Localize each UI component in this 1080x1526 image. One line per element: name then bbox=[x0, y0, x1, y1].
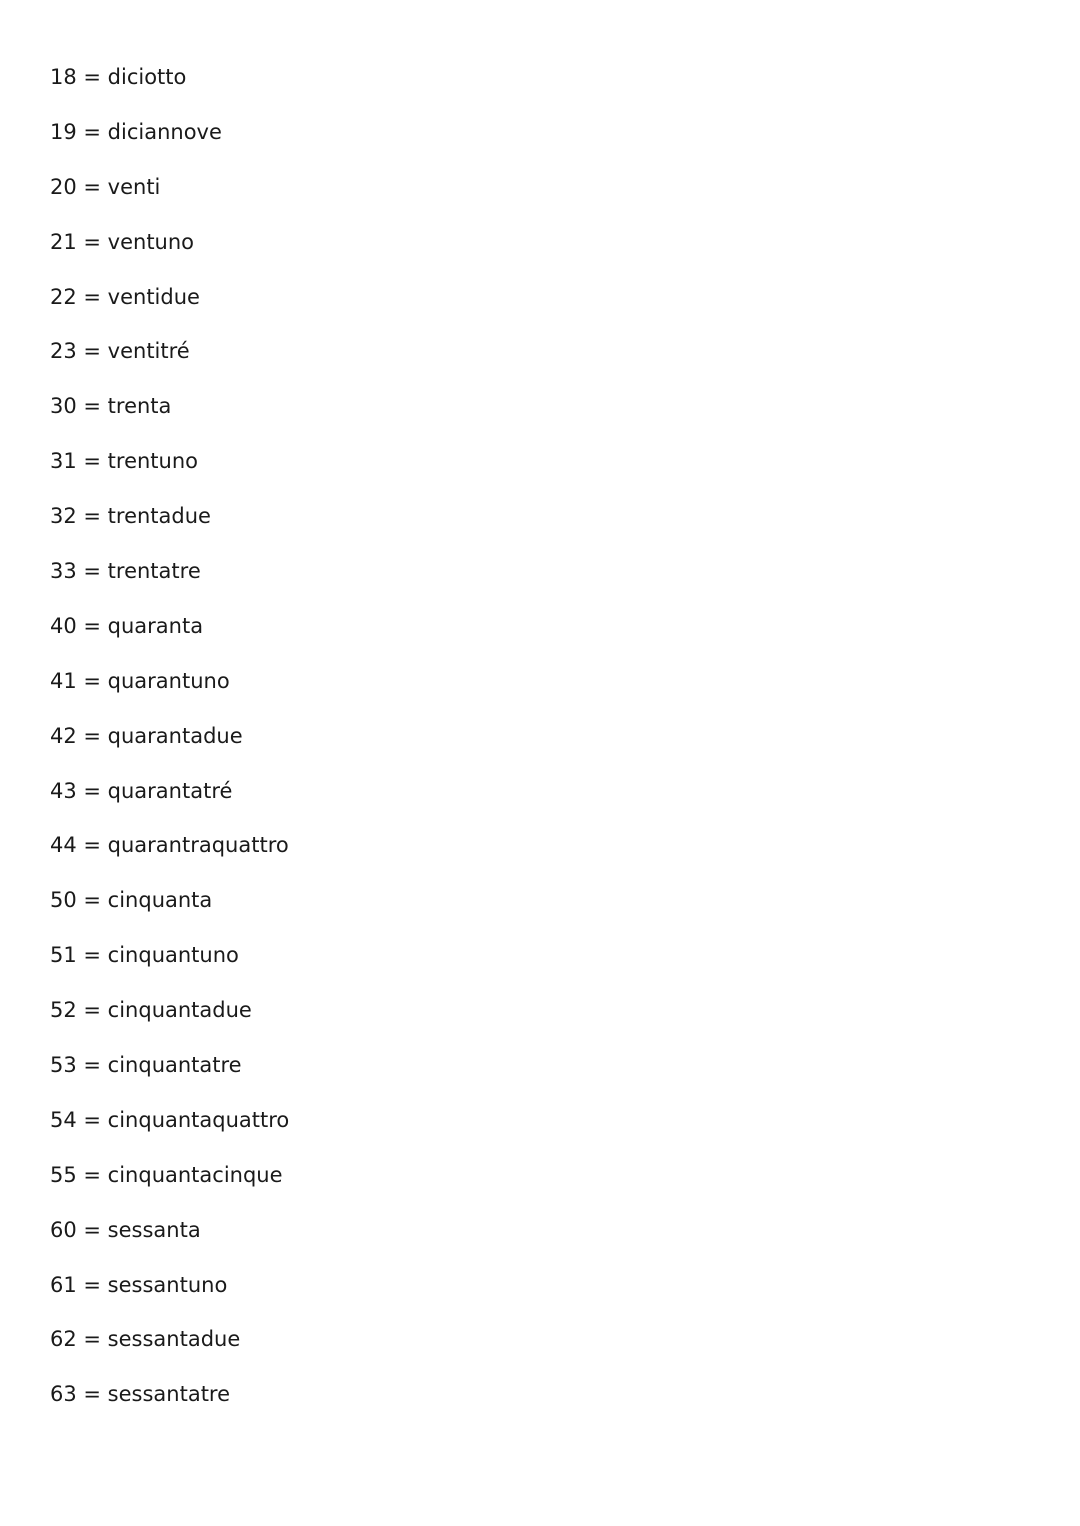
list-item: 53 = cinquantatre bbox=[50, 1053, 242, 1078]
list-item: 42 = quarantadue bbox=[50, 723, 243, 748]
list-item: 30 = trenta bbox=[50, 394, 172, 419]
list-item: 43 = quarantatré bbox=[50, 778, 233, 803]
list-item: 61 = sessantuno bbox=[50, 1272, 228, 1297]
list-item: 31 = trentuno bbox=[50, 449, 199, 474]
list-item: 19 = diciannove bbox=[50, 119, 222, 144]
list-item: 54 = cinquantaquattro bbox=[50, 1107, 290, 1132]
list-item: 50 = cinquanta bbox=[50, 888, 213, 913]
list-item: 55 = cinquantacinque bbox=[50, 1162, 283, 1187]
list-item: 21 = ventuno bbox=[50, 229, 195, 254]
list-item: 23 = ventitré bbox=[50, 339, 190, 364]
list-item: 32 = trentadue bbox=[50, 504, 211, 529]
list-item: 20 = venti bbox=[50, 174, 161, 199]
list-item: 60 = sessanta bbox=[50, 1217, 201, 1242]
list-item: 40 = quaranta bbox=[50, 613, 204, 638]
list-item: 62 = sessantadue bbox=[50, 1327, 241, 1352]
list-item: 22 = ventidue bbox=[50, 284, 200, 309]
list-item: 63 = sessantatre bbox=[50, 1382, 231, 1407]
list-item: 18 = diciotto bbox=[50, 65, 187, 89]
number-word-list bbox=[50, 57, 289, 1429]
list-item: 52 = cinquantadue bbox=[50, 998, 252, 1023]
list-item: 33 = trentatre bbox=[50, 559, 201, 584]
list-item: 44 = quarantraquattro bbox=[50, 833, 289, 858]
list-item: 51 = cinquantuno bbox=[50, 943, 239, 968]
list-item: 41 = quarantuno bbox=[50, 668, 230, 693]
